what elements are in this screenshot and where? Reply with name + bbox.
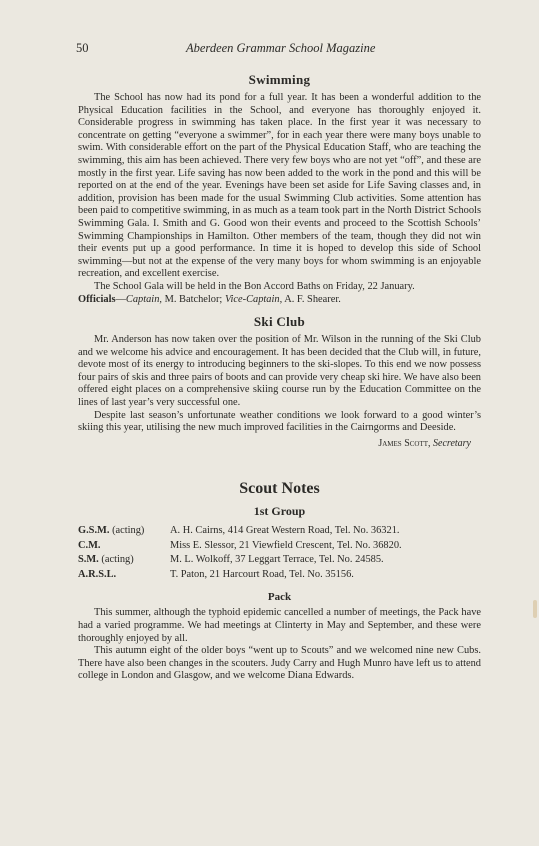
swimming-officials	[78, 294, 481, 307]
officer-role	[78, 553, 170, 568]
page-edge-mark	[533, 600, 537, 618]
officials-dash: —	[115, 293, 126, 305]
ski-club-paragraph-2: Despite last season’s unfortunate weather conditions we look forward to a good winter’s skiing this year, utilising the new much improved facilities in the Cairngorms and Deeside.	[78, 409, 481, 434]
officer-row	[78, 568, 481, 583]
pack-paragraph-2: This autumn eight of the older boys “went up to Scouts” and we welcomed nine new Cubs. There have also been changes in the scouters. Judy Carry and Hugh Munro have left us to attend college in London and Glasgow, and we welcome Diana Edwards.	[78, 645, 481, 682]
swimming-paragraph-1: The School has now had its pond for a full year. It has been a wonderful addition to the Physical Education facilities in the School, and everyone has thoroughly enjoyed it. Considerable progress in swimming has taken place. In the first year it was necessary to concentrate on getting “everyone a swimmer”, for in each year there were many boys unable to swim. With considerable effort on the part of the Physical Education Staff, who are teaching the swimming, this aim has been achieved. There very few boys who are not yet “off”, and these are mostly in the first year. Life saving has now been added to the work in the pond and this will be reported on at the end of the year. Evenings have been set aside for Life Saving classes and, in addition, provision has been made for the usual Swimming Club activities. Some attention has been paid to competitive swimming, in as much as a team took part in the North District Schools Swimming Gala. I. Smith and G. Good won their events and proceed to the Scottish Schools’ Swimming Championships in Hamilton. Other members of the team, though they did not win their events put up a good performance. In time it is hoped to develop this side of School swimming—but not at the expense of the very many boys for whom swimming is an enjoyable recreation, and excellent exercise.	[78, 92, 481, 280]
officer-row	[78, 553, 481, 568]
officer-row	[78, 524, 481, 539]
swimming-heading: Swimming	[248, 72, 311, 87]
scout-notes-section	[78, 480, 481, 683]
officer-details: M. L. Wolkoff, 37 Leggart Terrace, Tel. No. 24585.	[170, 554, 384, 566]
page-header	[76, 41, 476, 59]
ski-club-paragraph-1: Mr. Anderson has now taken over the position of Mr. Wilson in the running of the Ski Club and we welcome his advice and encouragement. It has been decided that the Club will, in future, devote most of its energy to introducing beginners to the ski-slopes. To this end we now possess four pairs of skis and three pairs of boots and can provide very cheap ski hire. We have also been offered eight places on a comprehensive skiing course run by the Education Committee on the lines of last year’s very successful one.	[78, 334, 481, 409]
scout-notes-heading: Scout Notes	[239, 480, 320, 498]
running-title: Aberdeen Grammar School Magazine	[186, 41, 376, 55]
officer-details: Miss E. Slessor, 21 Viewfield Crescent, Tel. No. 36820.	[170, 539, 402, 551]
ski-club-heading: Ski Club	[253, 314, 306, 330]
signature-name: James Scott,	[378, 437, 431, 449]
role-abbrev: C.M.	[78, 539, 101, 551]
role-note: (acting)	[101, 554, 134, 566]
vice-captain-label: Vice-Captain,	[224, 293, 283, 305]
signature-title: Secretary	[433, 437, 471, 449]
vice-captain-name: A. F. Shearer.	[284, 293, 341, 305]
officer-role	[78, 568, 170, 583]
swimming-paragraph-2: The School Gala will be held in the Bon Accord Baths on Friday, 22 January.	[94, 280, 415, 292]
ski-club-signature	[78, 438, 481, 451]
officials-label: Officials	[78, 293, 116, 305]
officer-role	[78, 524, 170, 539]
officer-details: A. H. Cairns, 414 Great Western Road, Tel. No. 36321.	[170, 525, 400, 537]
role-abbrev: A.R.S.L.	[78, 568, 117, 580]
page-number: 50	[76, 41, 89, 55]
officer-role	[78, 539, 170, 554]
role-abbrev: G.S.M.	[78, 525, 110, 537]
officers-table	[78, 524, 481, 582]
role-abbrev: S.M.	[78, 554, 99, 566]
pack-paragraph-1: This summer, although the typhoid epidemic cancelled a number of meetings, the Pack have had a varied programme. We had meetings at Clinterty in May and September, and these were thoroughly enjoyed by all.	[78, 607, 481, 644]
page-content	[78, 72, 481, 683]
captain-name: M. Batchelor;	[164, 293, 223, 305]
captain-label: Captain,	[125, 293, 162, 305]
ski-club-section	[78, 314, 481, 450]
officer-row	[78, 539, 481, 554]
role-note: (acting)	[112, 525, 145, 537]
group-heading: 1st Group	[253, 504, 306, 519]
swimming-section	[78, 72, 481, 306]
pack-heading: Pack	[267, 591, 292, 604]
officer-details: T. Paton, 21 Harcourt Road, Tel. No. 35156.	[170, 568, 354, 580]
